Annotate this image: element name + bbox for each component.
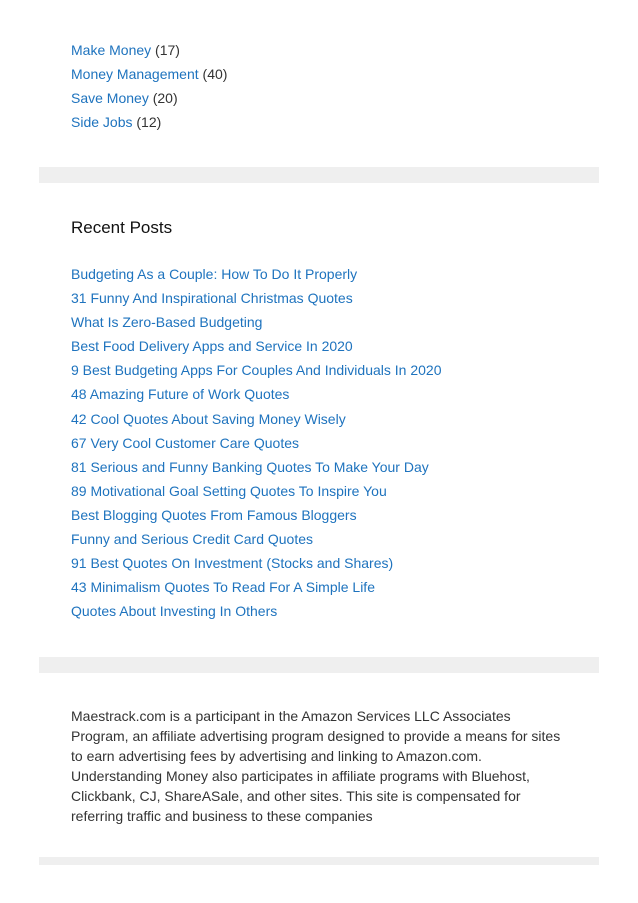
list-item [71,262,441,286]
recent-post-link[interactable]: Quotes About Investing In Others [71,603,278,620]
category-link-save-money[interactable]: Save Money [71,90,149,106]
widget-divider [39,657,599,673]
category-link-money-management[interactable]: Money Management [71,66,199,82]
widget-divider [39,167,599,183]
recent-post-link[interactable]: 48 Amazing Future of Work Quotes [71,386,290,403]
recent-post-link[interactable]: What Is Zero-Based Budgeting [71,314,263,331]
category-count: (40) [202,66,228,82]
recent-post-link[interactable]: Funny and Serious Credit Card Quotes [71,531,314,548]
category-count: (20) [152,90,178,106]
category-item [71,62,227,86]
recent-posts-title: Recent Posts [71,218,173,237]
list-item [71,503,441,527]
list-item [71,382,441,406]
recent-post-link[interactable]: 9 Best Budgeting Apps For Couples And Individuals In 2020 [71,362,442,379]
recent-post-link[interactable]: Best Food Delivery Apps and Service In 2020 [71,338,353,355]
recent-post-link[interactable]: 67 Very Cool Customer Care Quotes [71,434,299,451]
recent-post-link[interactable]: 43 Minimalism Quotes To Read For A Simple Life [71,579,375,596]
list-item [71,575,441,599]
category-item [71,38,227,62]
widget-divider [39,857,599,865]
list-item [71,551,441,575]
list-item [71,527,441,551]
list-item [71,334,441,358]
recent-post-link[interactable]: 91 Best Quotes On Investment (Stocks and Shares) [71,555,394,572]
recent-post-link[interactable]: 42 Cool Quotes About Saving Money Wisely [71,410,346,427]
list-item [71,479,441,503]
affiliate-disclosure: Maestrack.com is a participant in the Amazon Services LLC Associates Program, an affiliate advertising program designed to provide a means for sites to earn advertising fees by advertising and linking to Amazon.com. Understanding Money also participates in affiliate programs with Bluehost, Clickbank, CJ, ShareASale, and other sites. This site is compensated for referring traffic and business to these companies [71,708,561,824]
recent-post-link[interactable]: Best Blogging Quotes From Famous Bloggers [71,506,357,523]
list-item [71,455,441,479]
list-item [71,358,441,382]
list-item [71,310,441,334]
list-item [71,407,441,431]
category-link-side-jobs[interactable]: Side Jobs [71,114,133,130]
category-count: (17) [155,42,180,58]
recent-post-link[interactable]: Budgeting As a Couple: How To Do It Properly [71,266,358,282]
category-count: (12) [136,114,162,130]
recent-post-link[interactable]: 81 Serious and Funny Banking Quotes To Make Your Day [71,458,429,475]
category-item [71,86,227,110]
list-item [71,286,441,310]
recent-post-link[interactable]: 89 Motivational Goal Setting Quotes To Inspire You [71,482,387,499]
category-item [71,110,227,134]
list-item [71,599,441,623]
list-item [71,431,441,455]
categories-list [71,38,227,134]
recent-posts-list [71,262,441,623]
recent-post-link[interactable]: 31 Funny And Inspirational Christmas Quotes [71,290,353,307]
category-link-make-money[interactable]: Make Money [71,42,152,58]
